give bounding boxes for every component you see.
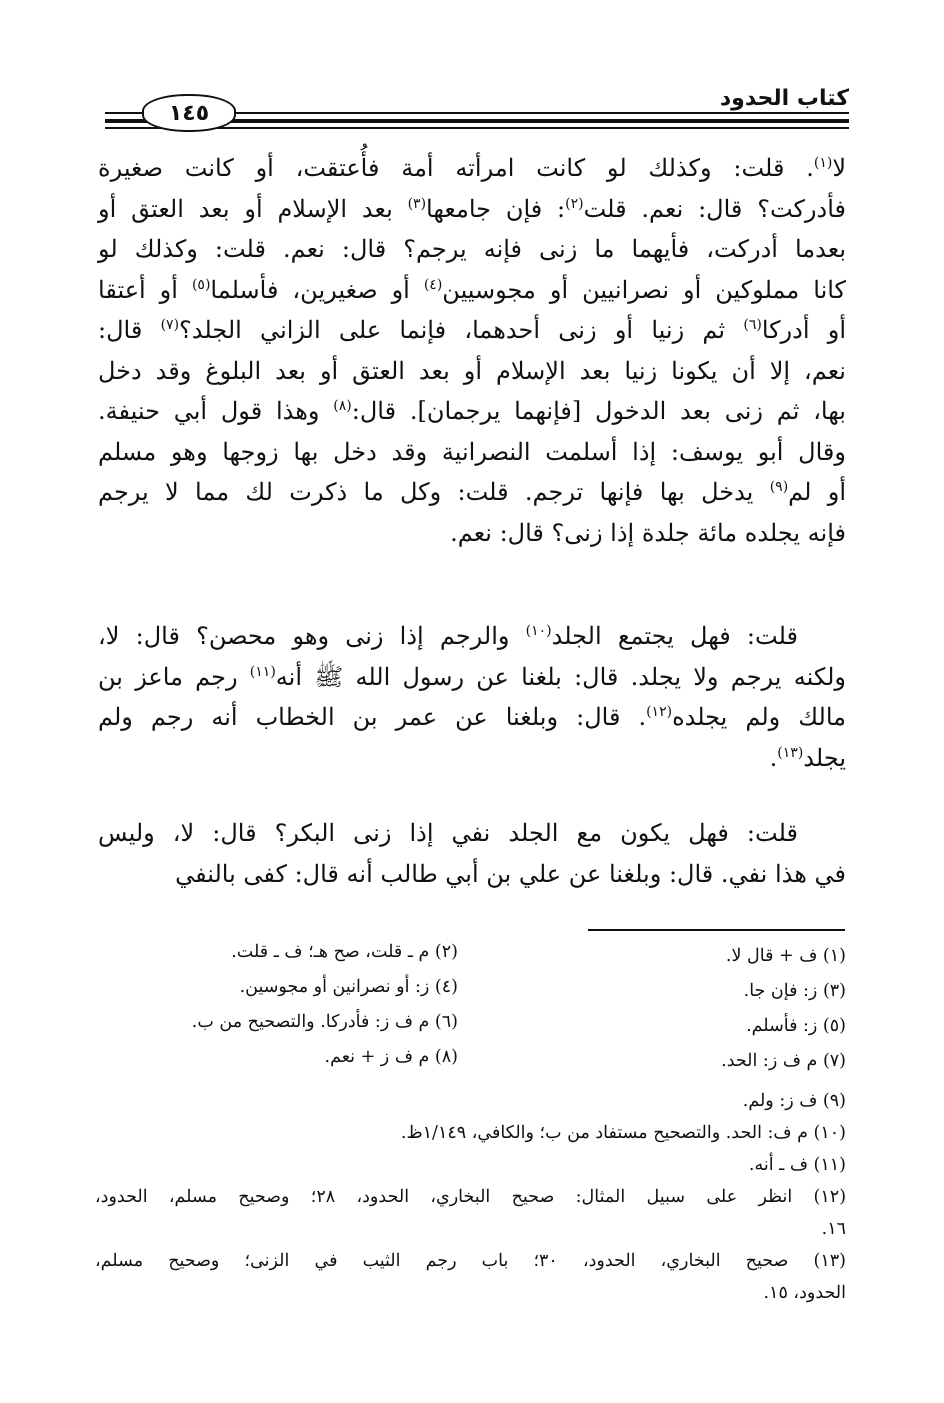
text-line	[98, 472, 846, 513]
footnote: (١١) ف ـ أنه.	[748, 1155, 846, 1175]
text-run: فأدركت؟ قال: نعم. قلت	[583, 194, 846, 223]
text-run: وهذا قول أبي حنيفة.	[98, 397, 334, 425]
text-line	[98, 813, 846, 854]
footnote: (٢) م ـ قلت، صح هـ؛ ف ـ قلت.	[231, 942, 458, 962]
footnote: (٣) ز: فإن جا.	[743, 981, 846, 1001]
text-line	[98, 738, 846, 779]
text-run: . قلت: وكذلك لو كانت امرأته أمة فأُعتقت، أو كانت صغيرة	[98, 154, 814, 182]
text-line	[98, 189, 846, 230]
footnote: (٩) ف ز: ولم.	[742, 1091, 846, 1111]
body-paragraph-3	[98, 813, 846, 894]
text-line	[98, 616, 846, 657]
footnote: ١٦.	[821, 1219, 846, 1239]
footnote-marker: (٧)	[160, 317, 180, 333]
text-line	[98, 148, 846, 189]
footnote-marker: (٤)	[423, 276, 443, 293]
text-line	[98, 391, 846, 432]
text-run: ثم زنيا أو زنى أحدهما، فإنما على الزاني الجلد؟	[179, 316, 744, 344]
text-run: : فإن جامعها	[426, 194, 566, 223]
text-line	[98, 657, 846, 698]
page-number: ١٤٥	[142, 94, 236, 132]
text-run: بعدما أدركت، فأيهما ما زنى فإنه يرجم؟ قال: نعم. قلت: وكذلك لو	[98, 235, 846, 263]
footnote: (١٢) انظر على سبيل المثال: صحيح البخاري، الحدود، ٢٨؛ وصحيح مسلم، الحدود،	[95, 1187, 847, 1207]
text-line	[98, 351, 846, 392]
footnote-marker: (١)	[813, 155, 833, 171]
text-line	[98, 513, 846, 554]
footnote: (١٠) م ف: الحد. والتصحيح مستفاد من ب؛ والكافي، ١/١٤٩ظ.	[400, 1123, 846, 1143]
text-run: نعم، إلا أن يكونا زنيا بعد الإسلام أو بعد العتق أو بعد البلوغ وقد دخل	[98, 356, 846, 385]
footnote: (١٣) صحيح البخاري، الحدود، ٣٠؛ باب رجم الثيب في الزنى؛ وصحيح مسلم،	[95, 1251, 846, 1271]
footnote: الحدود، ١٥.	[763, 1283, 846, 1303]
footnote-separator	[588, 929, 845, 931]
text-run: لا	[832, 154, 846, 182]
text-run: أو أعتقا	[98, 275, 192, 304]
text-run: بها، ثم زنى بعد الدخول [فإنهما يرجمان]. قال:	[351, 397, 846, 425]
footnote-marker: (٦)	[743, 317, 762, 333]
footnote-marker: (١٢)	[646, 704, 673, 720]
text-line	[98, 310, 846, 351]
text-line	[98, 229, 846, 270]
text-run: .	[769, 743, 778, 772]
text-run: كانا مملوكين أو نصرانيين أو مجوسيين	[442, 275, 846, 304]
footnote: (٤) ز: أو نصرانين أو مجوسين.	[239, 977, 458, 997]
text-line	[98, 854, 846, 895]
body-paragraph-2	[98, 616, 846, 778]
footnote-marker: (١٠)	[525, 623, 552, 639]
footnote: (١) ف + قال لا.	[725, 946, 846, 966]
footnote: (٨) م ف ز + نعم.	[324, 1047, 458, 1067]
text-line	[98, 432, 846, 473]
text-line	[98, 697, 846, 738]
text-run: وقال أبو يوسف: إذا أسلمت النصرانية وقد دخل بها زوجها وهو مسلم	[98, 437, 846, 466]
text-run: ولكنه يرجم ولا يجلد. قال: بلغنا عن رسول الله ﷺ أنه	[275, 662, 846, 691]
text-run: يدخل بها فإنها ترجم. قلت: وكل ما ذكرت لك مما لا يرجم	[98, 478, 770, 506]
footnote-marker: (١١)	[249, 663, 276, 680]
footnote: (٧) م ف ز: الحد.	[721, 1051, 846, 1071]
body-paragraph-1	[98, 148, 846, 553]
footnote-marker: (٨)	[333, 398, 352, 414]
text-run: فإنه يجلده مائة جلدة إذا زنى؟ قال: نعم.	[450, 518, 846, 547]
footnote-marker: (٩)	[769, 479, 789, 495]
running-header-title: كتاب الحدود	[719, 86, 849, 111]
text-run: يجلد	[803, 743, 846, 772]
footnote-marker: (٥)	[191, 276, 211, 293]
text-run: مالك ولم يجلده	[672, 703, 846, 731]
text-line	[98, 270, 846, 311]
text-run: والرجم إذا زنى وهو محصن؟ قال: لا،	[98, 622, 526, 650]
text-run: بعد الإسلام أو بعد العتق أو	[98, 194, 408, 223]
text-run: رجم ماعز بن	[98, 662, 250, 691]
footnote: (٥) ز: فأسلم.	[746, 1016, 846, 1036]
text-run: قال:	[98, 316, 161, 344]
text-run: قلت: فهل يكون مع الجلد نفي إذا زنى البكر؟ قال: لا، وليس	[98, 819, 798, 847]
footnotes-full-width	[95, 1085, 846, 1309]
text-run: أو أدركا	[761, 316, 847, 344]
footnote: (٦) م ف ز: فأدركا. والتصحيح من ب.	[191, 1012, 458, 1032]
text-run: . قال: وبلغنا عن عمر بن الخطاب أنه رجم ولم	[98, 703, 647, 731]
text-run: أو لم	[788, 478, 847, 506]
text-run: في هذا نفي. قال: وبلغنا عن علي بن أبي طالب أنه قال: كفى بالنفي	[175, 859, 846, 888]
footnote-marker: (١٣)	[777, 744, 804, 761]
text-run: قلت: فهل يجتمع الجلد	[551, 622, 799, 650]
footnote-marker: (٢)	[565, 195, 584, 212]
text-run: أو صغيرين، فأسلما	[210, 275, 424, 304]
footnote-marker: (٣)	[407, 195, 427, 212]
